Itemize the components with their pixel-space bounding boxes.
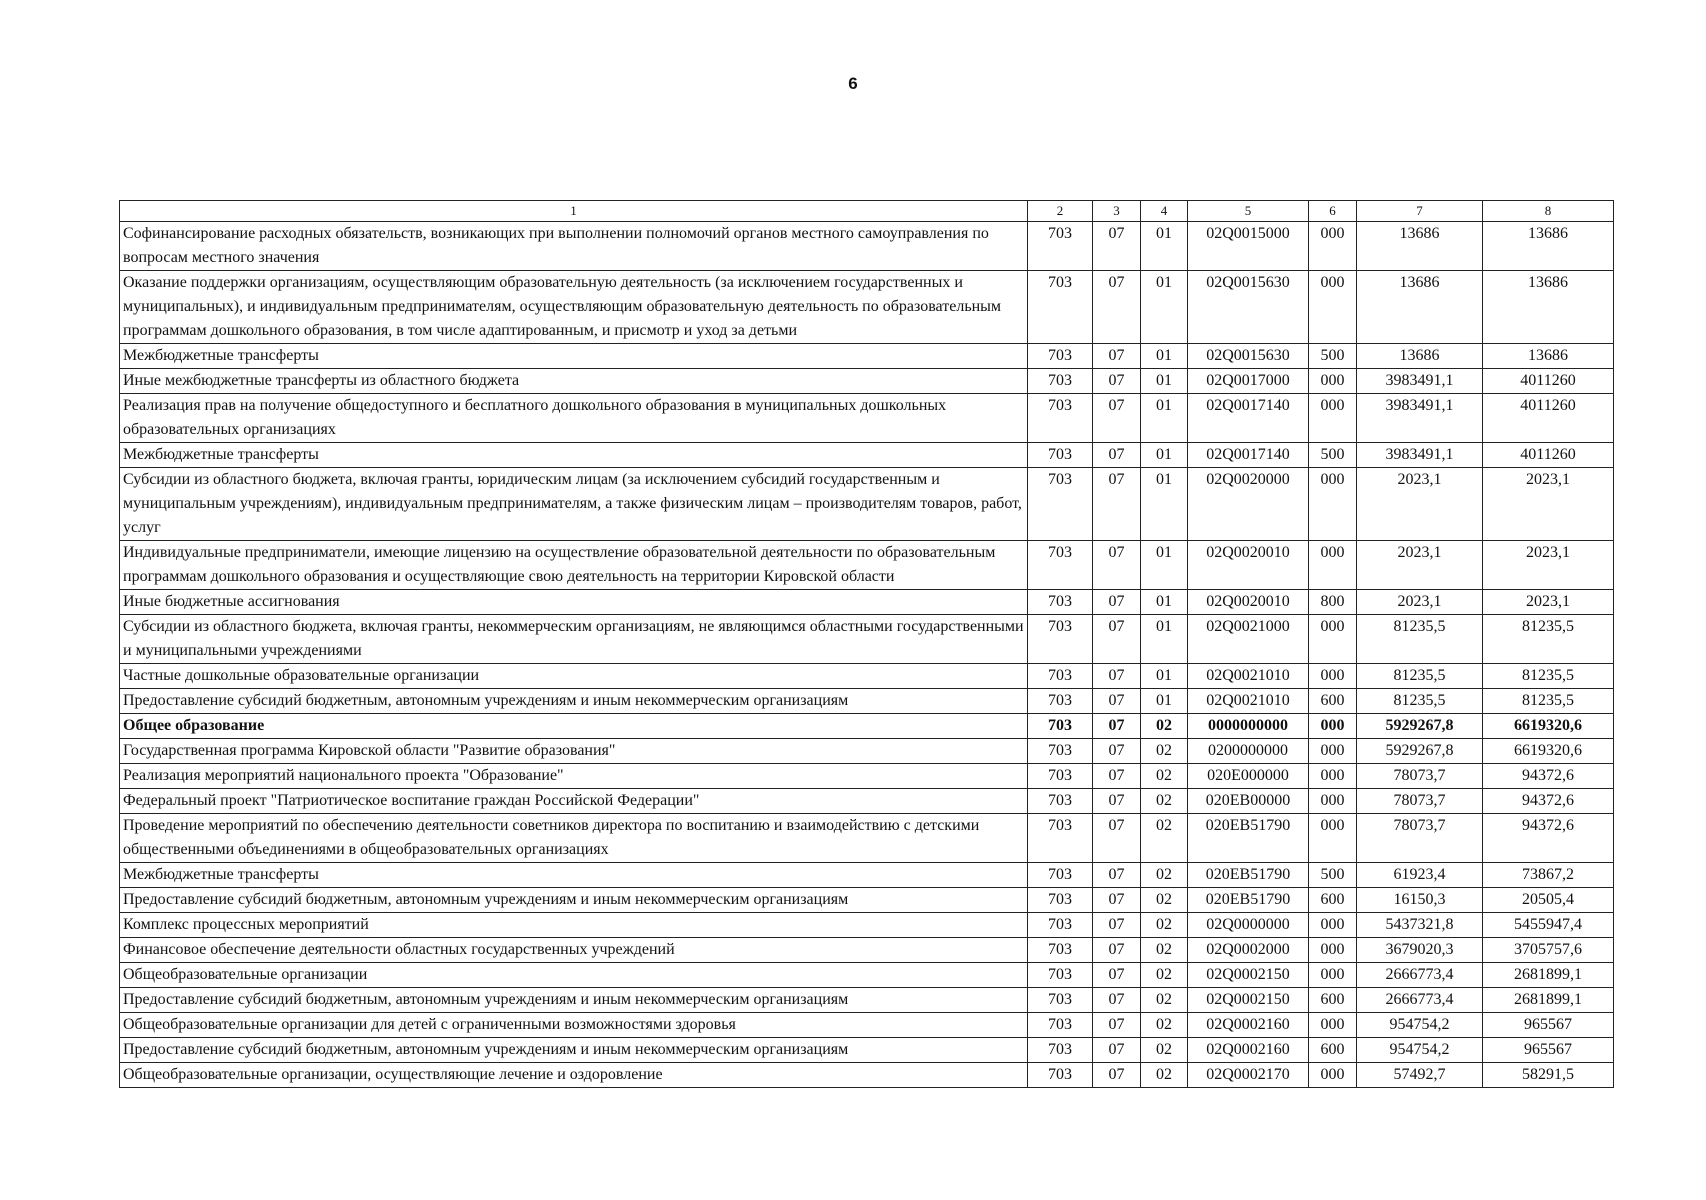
expense-type-cell: 000	[1309, 615, 1357, 664]
code-subsection-cell: 02	[1141, 714, 1188, 739]
amount-year1-cell: 5929267,8	[1357, 714, 1483, 739]
amount-year2-cell: 2681899,1	[1483, 988, 1614, 1013]
code-ministry-cell: 703	[1028, 344, 1093, 369]
amount-year1-cell: 2023,1	[1357, 590, 1483, 615]
row-name-cell: Индивидуальные предприниматели, имеющие лицензию на осуществление образовательной деятельности по образовательным программам дошкольного образования и осуществляющие свою деятельность на территории Кировской области	[120, 541, 1028, 590]
target-article-cell: 02Q0015000	[1188, 222, 1309, 271]
code-section-cell: 07	[1093, 1038, 1141, 1063]
target-article-cell: 0000000000	[1188, 714, 1309, 739]
table-row	[120, 789, 1614, 814]
table-row	[120, 764, 1614, 789]
code-ministry-cell: 703	[1028, 369, 1093, 394]
column-header: 3	[1093, 201, 1141, 222]
row-name-cell: Финансовое обеспечение деятельности областных государственных учреждений	[120, 938, 1028, 963]
expense-type-cell: 000	[1309, 664, 1357, 689]
code-ministry-cell: 703	[1028, 963, 1093, 988]
expense-type-cell: 000	[1309, 739, 1357, 764]
code-section-cell: 07	[1093, 615, 1141, 664]
target-article-cell: 020EB00000	[1188, 789, 1309, 814]
amount-year1-cell: 78073,7	[1357, 764, 1483, 789]
code-section-cell: 07	[1093, 764, 1141, 789]
expense-type-cell: 000	[1309, 814, 1357, 863]
amount-year1-cell: 2023,1	[1357, 541, 1483, 590]
expense-type-cell: 000	[1309, 222, 1357, 271]
table-row	[120, 615, 1614, 664]
table-header-row	[120, 201, 1614, 222]
code-subsection-cell: 02	[1141, 789, 1188, 814]
code-subsection-cell: 02	[1141, 963, 1188, 988]
target-article-cell: 0200000000	[1188, 739, 1309, 764]
code-section-cell: 07	[1093, 222, 1141, 271]
row-name-cell: Частные дошкольные образовательные организации	[120, 664, 1028, 689]
table-row	[120, 863, 1614, 888]
row-name-cell: Проведение мероприятий по обеспечению деятельности советников директора по воспитанию и взаимодействию с детскими общественными объединениями в общеобразовательных организациях	[120, 814, 1028, 863]
target-article-cell: 02Q0002150	[1188, 988, 1309, 1013]
amount-year1-cell: 57492,7	[1357, 1063, 1483, 1088]
amount-year1-cell: 2666773,4	[1357, 963, 1483, 988]
code-ministry-cell: 703	[1028, 664, 1093, 689]
code-subsection-cell: 01	[1141, 443, 1188, 468]
row-name-cell: Предоставление субсидий бюджетным, автономным учреждениям и иным некоммерческим организациям	[120, 988, 1028, 1013]
column-header: 5	[1188, 201, 1309, 222]
expense-type-cell: 000	[1309, 789, 1357, 814]
expense-type-cell: 000	[1309, 938, 1357, 963]
code-ministry-cell: 703	[1028, 789, 1093, 814]
code-subsection-cell: 02	[1141, 888, 1188, 913]
code-subsection-cell: 02	[1141, 1038, 1188, 1063]
amount-year1-cell: 13686	[1357, 222, 1483, 271]
amount-year2-cell: 13686	[1483, 222, 1614, 271]
code-section-cell: 07	[1093, 1063, 1141, 1088]
column-header: 6	[1309, 201, 1357, 222]
code-section-cell: 07	[1093, 1013, 1141, 1038]
column-header: 4	[1141, 201, 1188, 222]
target-article-cell: 02Q0017140	[1188, 394, 1309, 443]
column-header: 7	[1357, 201, 1483, 222]
target-article-cell: 02Q0015630	[1188, 344, 1309, 369]
amount-year1-cell: 2023,1	[1357, 468, 1483, 541]
amount-year2-cell: 13686	[1483, 344, 1614, 369]
amount-year1-cell: 5929267,8	[1357, 739, 1483, 764]
row-name-cell: Иные межбюджетные трансферты из областного бюджета	[120, 369, 1028, 394]
amount-year2-cell: 2023,1	[1483, 590, 1614, 615]
expense-type-cell: 000	[1309, 468, 1357, 541]
row-name-cell: Субсидии из областного бюджета, включая гранты, некоммерческим организациям, не являющимся областными государственными и муниципальными учреждениями	[120, 615, 1028, 664]
code-section-cell: 07	[1093, 863, 1141, 888]
budget-table	[119, 200, 1614, 1088]
code-section-cell: 07	[1093, 789, 1141, 814]
target-article-cell: 02Q0021010	[1188, 664, 1309, 689]
target-article-cell: 02Q0002160	[1188, 1038, 1309, 1063]
amount-year1-cell: 3679020,3	[1357, 938, 1483, 963]
amount-year2-cell: 13686	[1483, 271, 1614, 344]
code-section-cell: 07	[1093, 963, 1141, 988]
code-subsection-cell: 01	[1141, 615, 1188, 664]
expense-type-cell: 600	[1309, 888, 1357, 913]
row-name-cell: Межбюджетные трансферты	[120, 344, 1028, 369]
code-subsection-cell: 02	[1141, 1013, 1188, 1038]
table-row	[120, 814, 1614, 863]
code-ministry-cell: 703	[1028, 1063, 1093, 1088]
expense-type-cell: 600	[1309, 1038, 1357, 1063]
code-ministry-cell: 703	[1028, 541, 1093, 590]
row-name-cell: Общеобразовательные организации, осуществляющие лечение и оздоровление	[120, 1063, 1028, 1088]
expense-type-cell: 000	[1309, 963, 1357, 988]
column-header: 1	[120, 201, 1028, 222]
code-ministry-cell: 703	[1028, 468, 1093, 541]
row-name-cell: Предоставление субсидий бюджетным, автономным учреждениям и иным некоммерческим организациям	[120, 888, 1028, 913]
code-subsection-cell: 02	[1141, 739, 1188, 764]
code-subsection-cell: 01	[1141, 369, 1188, 394]
code-subsection-cell: 02	[1141, 863, 1188, 888]
table-row	[120, 888, 1614, 913]
row-name-cell: Государственная программа Кировской области "Развитие образования"	[120, 739, 1028, 764]
amount-year2-cell: 81235,5	[1483, 689, 1614, 714]
row-name-cell: Предоставление субсидий бюджетным, автономным учреждениям и иным некоммерческим организациям	[120, 689, 1028, 714]
code-section-cell: 07	[1093, 689, 1141, 714]
table-row	[120, 1063, 1614, 1088]
amount-year1-cell: 13686	[1357, 271, 1483, 344]
code-section-cell: 07	[1093, 988, 1141, 1013]
code-subsection-cell: 02	[1141, 988, 1188, 1013]
code-section-cell: 07	[1093, 369, 1141, 394]
code-section-cell: 07	[1093, 714, 1141, 739]
code-subsection-cell: 01	[1141, 468, 1188, 541]
amount-year2-cell: 965567	[1483, 1013, 1614, 1038]
expense-type-cell: 000	[1309, 271, 1357, 344]
column-header: 8	[1483, 201, 1614, 222]
table-row	[120, 689, 1614, 714]
row-name-cell: Иные бюджетные ассигнования	[120, 590, 1028, 615]
code-ministry-cell: 703	[1028, 590, 1093, 615]
amount-year2-cell: 81235,5	[1483, 615, 1614, 664]
amount-year1-cell: 3983491,1	[1357, 443, 1483, 468]
amount-year2-cell: 2023,1	[1483, 468, 1614, 541]
code-ministry-cell: 703	[1028, 764, 1093, 789]
table-row	[120, 541, 1614, 590]
target-article-cell: 02Q0000000	[1188, 913, 1309, 938]
code-subsection-cell: 02	[1141, 913, 1188, 938]
table-row	[120, 1013, 1614, 1038]
expense-type-cell: 500	[1309, 443, 1357, 468]
expense-type-cell: 000	[1309, 369, 1357, 394]
code-subsection-cell: 02	[1141, 938, 1188, 963]
code-section-cell: 07	[1093, 888, 1141, 913]
target-article-cell: 02Q0017140	[1188, 443, 1309, 468]
code-section-cell: 07	[1093, 938, 1141, 963]
table-row	[120, 394, 1614, 443]
table-row	[120, 271, 1614, 344]
target-article-cell: 02Q0020010	[1188, 590, 1309, 615]
amount-year1-cell: 3983491,1	[1357, 369, 1483, 394]
code-subsection-cell: 01	[1141, 222, 1188, 271]
target-article-cell: 02Q0002170	[1188, 1063, 1309, 1088]
amount-year1-cell: 954754,2	[1357, 1038, 1483, 1063]
amount-year2-cell: 58291,5	[1483, 1063, 1614, 1088]
table-row	[120, 739, 1614, 764]
row-name-cell: Межбюджетные трансферты	[120, 443, 1028, 468]
amount-year1-cell: 13686	[1357, 344, 1483, 369]
row-name-cell: Общеобразовательные организации	[120, 963, 1028, 988]
table-row	[120, 222, 1614, 271]
code-section-cell: 07	[1093, 590, 1141, 615]
code-ministry-cell: 703	[1028, 988, 1093, 1013]
expense-type-cell: 500	[1309, 344, 1357, 369]
code-ministry-cell: 703	[1028, 222, 1093, 271]
code-ministry-cell: 703	[1028, 271, 1093, 344]
target-article-cell: 02Q0017000	[1188, 369, 1309, 394]
code-ministry-cell: 703	[1028, 938, 1093, 963]
amount-year1-cell: 78073,7	[1357, 814, 1483, 863]
amount-year2-cell: 2681899,1	[1483, 963, 1614, 988]
code-ministry-cell: 703	[1028, 615, 1093, 664]
amount-year1-cell: 3983491,1	[1357, 394, 1483, 443]
page-number: 6	[848, 74, 858, 93]
code-ministry-cell: 703	[1028, 443, 1093, 468]
row-name-cell: Предоставление субсидий бюджетным, автономным учреждениям и иным некоммерческим организациям	[120, 1038, 1028, 1063]
table-row	[120, 963, 1614, 988]
expense-type-cell: 000	[1309, 764, 1357, 789]
row-name-cell: Субсидии из областного бюджета, включая гранты, юридическим лицам (за исключением субсидий государственным и муниципальным учреждениям), индивидуальным предпринимателям, а также физическим лицам – производителям товаров, работ, услуг	[120, 468, 1028, 541]
expense-type-cell: 600	[1309, 689, 1357, 714]
table-row	[120, 468, 1614, 541]
amount-year1-cell: 2666773,4	[1357, 988, 1483, 1013]
amount-year2-cell: 965567	[1483, 1038, 1614, 1063]
code-subsection-cell: 01	[1141, 271, 1188, 344]
expense-type-cell: 000	[1309, 1063, 1357, 1088]
code-section-cell: 07	[1093, 913, 1141, 938]
column-header: 2	[1028, 201, 1093, 222]
code-ministry-cell: 703	[1028, 689, 1093, 714]
code-subsection-cell: 01	[1141, 394, 1188, 443]
amount-year1-cell: 954754,2	[1357, 1013, 1483, 1038]
amount-year2-cell: 73867,2	[1483, 863, 1614, 888]
table-row	[120, 344, 1614, 369]
code-ministry-cell: 703	[1028, 888, 1093, 913]
code-subsection-cell: 01	[1141, 344, 1188, 369]
row-name-cell: Общеобразовательные организации для детей с ограниченными возможностями здоровья	[120, 1013, 1028, 1038]
expense-type-cell: 800	[1309, 590, 1357, 615]
amount-year2-cell: 4011260	[1483, 369, 1614, 394]
target-article-cell: 020EB51790	[1188, 814, 1309, 863]
code-section-cell: 07	[1093, 468, 1141, 541]
amount-year2-cell: 20505,4	[1483, 888, 1614, 913]
table-row	[120, 664, 1614, 689]
amount-year2-cell: 6619320,6	[1483, 714, 1614, 739]
expense-type-cell: 000	[1309, 714, 1357, 739]
code-section-cell: 07	[1093, 541, 1141, 590]
amount-year1-cell: 61923,4	[1357, 863, 1483, 888]
amount-year2-cell: 94372,6	[1483, 814, 1614, 863]
expense-type-cell: 000	[1309, 541, 1357, 590]
expense-type-cell: 000	[1309, 913, 1357, 938]
code-section-cell: 07	[1093, 664, 1141, 689]
row-name-cell: Комплекс процессных мероприятий	[120, 913, 1028, 938]
amount-year2-cell: 4011260	[1483, 443, 1614, 468]
table-row	[120, 913, 1614, 938]
table-row	[120, 443, 1614, 468]
amount-year2-cell: 94372,6	[1483, 789, 1614, 814]
code-subsection-cell: 02	[1141, 1063, 1188, 1088]
target-article-cell: 02Q0015630	[1188, 271, 1309, 344]
amount-year1-cell: 81235,5	[1357, 615, 1483, 664]
target-article-cell: 020E000000	[1188, 764, 1309, 789]
row-name-cell: Реализация мероприятий национального проекта "Образование"	[120, 764, 1028, 789]
row-name-cell: Реализация прав на получение общедоступного и бесплатного дошкольного образования в муниципальных дошкольных образовательных организациях	[120, 394, 1028, 443]
row-name-cell: Федеральный проект "Патриотическое воспитание граждан Российской Федерации"	[120, 789, 1028, 814]
code-subsection-cell: 01	[1141, 541, 1188, 590]
amount-year2-cell: 6619320,6	[1483, 739, 1614, 764]
code-ministry-cell: 703	[1028, 739, 1093, 764]
target-article-cell: 02Q0020000	[1188, 468, 1309, 541]
code-ministry-cell: 703	[1028, 714, 1093, 739]
code-section-cell: 07	[1093, 394, 1141, 443]
code-ministry-cell: 703	[1028, 1038, 1093, 1063]
amount-year1-cell: 81235,5	[1357, 689, 1483, 714]
amount-year1-cell: 16150,3	[1357, 888, 1483, 913]
amount-year1-cell: 78073,7	[1357, 789, 1483, 814]
target-article-cell: 020EB51790	[1188, 863, 1309, 888]
row-name-cell: Софинансирование расходных обязательств, возникающих при выполнении полномочий органов местного самоуправления по вопросам местного значения	[120, 222, 1028, 271]
table-row	[120, 988, 1614, 1013]
code-subsection-cell: 01	[1141, 590, 1188, 615]
code-subsection-cell: 01	[1141, 689, 1188, 714]
row-name-cell: Общее образование	[120, 714, 1028, 739]
code-subsection-cell: 02	[1141, 764, 1188, 789]
code-section-cell: 07	[1093, 271, 1141, 344]
target-article-cell: 02Q0021000	[1188, 615, 1309, 664]
expense-type-cell: 000	[1309, 394, 1357, 443]
code-section-cell: 07	[1093, 739, 1141, 764]
code-section-cell: 07	[1093, 344, 1141, 369]
code-subsection-cell: 02	[1141, 814, 1188, 863]
row-name-cell: Оказание поддержки организациям, осуществляющим образовательную деятельность (за исключением государственных и муниципальных), и индивидуальным предпринимателям, осуществляющим образовательную деятельность по образовательным программам дошкольного образования, в том числе адаптированным, и присмотр и уход за детьми	[120, 271, 1028, 344]
amount-year2-cell: 5455947,4	[1483, 913, 1614, 938]
amount-year1-cell: 5437321,8	[1357, 913, 1483, 938]
table-row	[120, 938, 1614, 963]
expense-type-cell: 000	[1309, 1013, 1357, 1038]
code-ministry-cell: 703	[1028, 1013, 1093, 1038]
code-ministry-cell: 703	[1028, 863, 1093, 888]
target-article-cell: 02Q0002150	[1188, 963, 1309, 988]
code-ministry-cell: 703	[1028, 814, 1093, 863]
target-article-cell: 020EB51790	[1188, 888, 1309, 913]
table-row	[120, 714, 1614, 739]
table-row	[120, 590, 1614, 615]
code-section-cell: 07	[1093, 443, 1141, 468]
target-article-cell: 02Q0021010	[1188, 689, 1309, 714]
row-name-cell: Межбюджетные трансферты	[120, 863, 1028, 888]
amount-year2-cell: 4011260	[1483, 394, 1614, 443]
amount-year2-cell: 81235,5	[1483, 664, 1614, 689]
code-section-cell: 07	[1093, 814, 1141, 863]
amount-year2-cell: 2023,1	[1483, 541, 1614, 590]
code-subsection-cell: 01	[1141, 664, 1188, 689]
amount-year1-cell: 81235,5	[1357, 664, 1483, 689]
expense-type-cell: 500	[1309, 863, 1357, 888]
amount-year2-cell: 94372,6	[1483, 764, 1614, 789]
target-article-cell: 02Q0002000	[1188, 938, 1309, 963]
table-row	[120, 1038, 1614, 1063]
code-ministry-cell: 703	[1028, 913, 1093, 938]
amount-year2-cell: 3705757,6	[1483, 938, 1614, 963]
target-article-cell: 02Q0002160	[1188, 1013, 1309, 1038]
target-article-cell: 02Q0020010	[1188, 541, 1309, 590]
table-row	[120, 369, 1614, 394]
expense-type-cell: 600	[1309, 988, 1357, 1013]
code-ministry-cell: 703	[1028, 394, 1093, 443]
